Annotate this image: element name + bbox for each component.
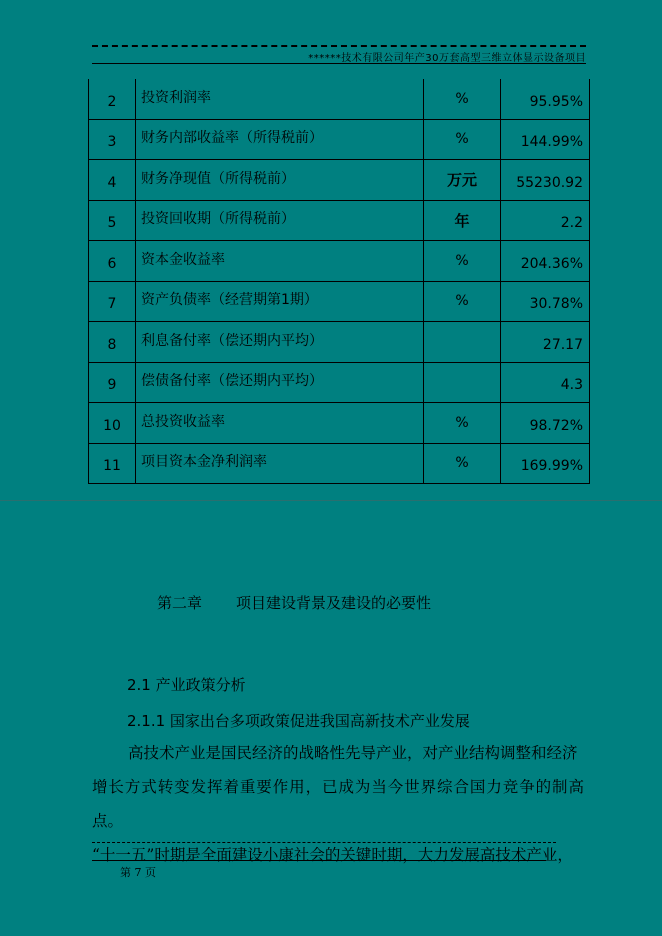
table-row [89,362,590,403]
table-row [89,160,590,201]
body-line-2: 增长方式转变发挥着重要作用，已成为当今世界综合国力竞争的制高点。 [92,778,584,830]
row-number-cell: 10 [89,403,136,444]
value-cell: 27.17 [501,322,590,363]
body-line-3: “十一五”时期是全面建设小康社会的关键时期，大力发展高技术产业， [92,846,573,864]
page-break [0,500,662,501]
row-number-cell: 2 [89,79,136,119]
body-paragraph [92,736,584,872]
row-number-cell: 5 [89,200,136,241]
table-row [89,200,590,241]
unit-cell: % [424,281,501,322]
footer-rule-bottom [92,860,546,861]
indicator-name-cell: 偿债备付率（偿还期内平均） [136,362,424,403]
indicator-name-cell: 项目资本金净利润率 [136,443,424,484]
indicator-name-cell: 投资回收期（所得税前） [136,200,424,241]
unit-cell: 年 [424,200,501,241]
value-cell: 55230.92 [501,160,590,201]
value-cell: 98.72% [501,403,590,444]
unit-cell: % [424,443,501,484]
indicator-name-cell: 总投资收益率 [136,403,424,444]
unit-cell [424,362,501,403]
table-row [89,443,590,484]
table-row [89,403,590,444]
unit-cell [424,322,501,363]
row-number-cell: 3 [89,119,136,160]
unit-cell: % [424,403,501,444]
value-cell: 204.36% [501,241,590,282]
row-number-cell: 8 [89,322,136,363]
indicator-name-cell: 投资利润率 [136,79,424,119]
indicator-table [88,79,590,484]
unit-cell: % [424,241,501,282]
indicator-name-cell: 资本金收益率 [136,241,424,282]
page-number: 第 7 页 [120,866,156,879]
table-row [89,322,590,363]
value-cell: 95.95% [501,79,590,119]
table-row [89,281,590,322]
unit-cell: % [424,79,501,119]
indicator-name-cell: 财务内部收益率（所得税前） [136,119,424,160]
value-cell: 144.99% [501,119,590,160]
indicator-name-cell: 资产负债率（经营期第1期） [136,281,424,322]
row-number-cell: 11 [89,443,136,484]
section-heading-2-1-1: 2.1.1 国家出台多项政策促进我国高新技术产业发展 [127,712,470,730]
value-cell: 2.2 [501,200,590,241]
chapter-title: 项目建设背景及建设的必要性 [236,594,432,612]
section-heading-2-1: 2.1 产业政策分析 [127,676,246,694]
body-line-1: 高技术产业是国民经济的战略性先导产业，对产业结构调整和经济 [128,744,578,762]
table-row [89,79,590,119]
row-number-cell: 6 [89,241,136,282]
header-rule-top [92,45,586,47]
header-rule-bottom [92,63,586,64]
chapter-heading [157,592,431,613]
footer-rule-top [92,842,556,843]
table-row [89,119,590,160]
value-cell: 169.99% [501,443,590,484]
table-row [89,241,590,282]
row-number-cell: 4 [89,160,136,201]
row-number-cell: 7 [89,281,136,322]
running-header: ******技术有限公司年产30万套高型三维立体显示设备项目 [308,53,586,64]
value-cell: 4.3 [501,362,590,403]
indicator-name-cell: 财务净现值（所得税前） [136,160,424,201]
row-number-cell: 9 [89,362,136,403]
value-cell: 30.78% [501,281,590,322]
unit-cell: 万元 [424,160,501,201]
unit-cell: % [424,119,501,160]
chapter-number: 第二章 [157,594,203,612]
indicator-name-cell: 利息备付率（偿还期内平均） [136,322,424,363]
